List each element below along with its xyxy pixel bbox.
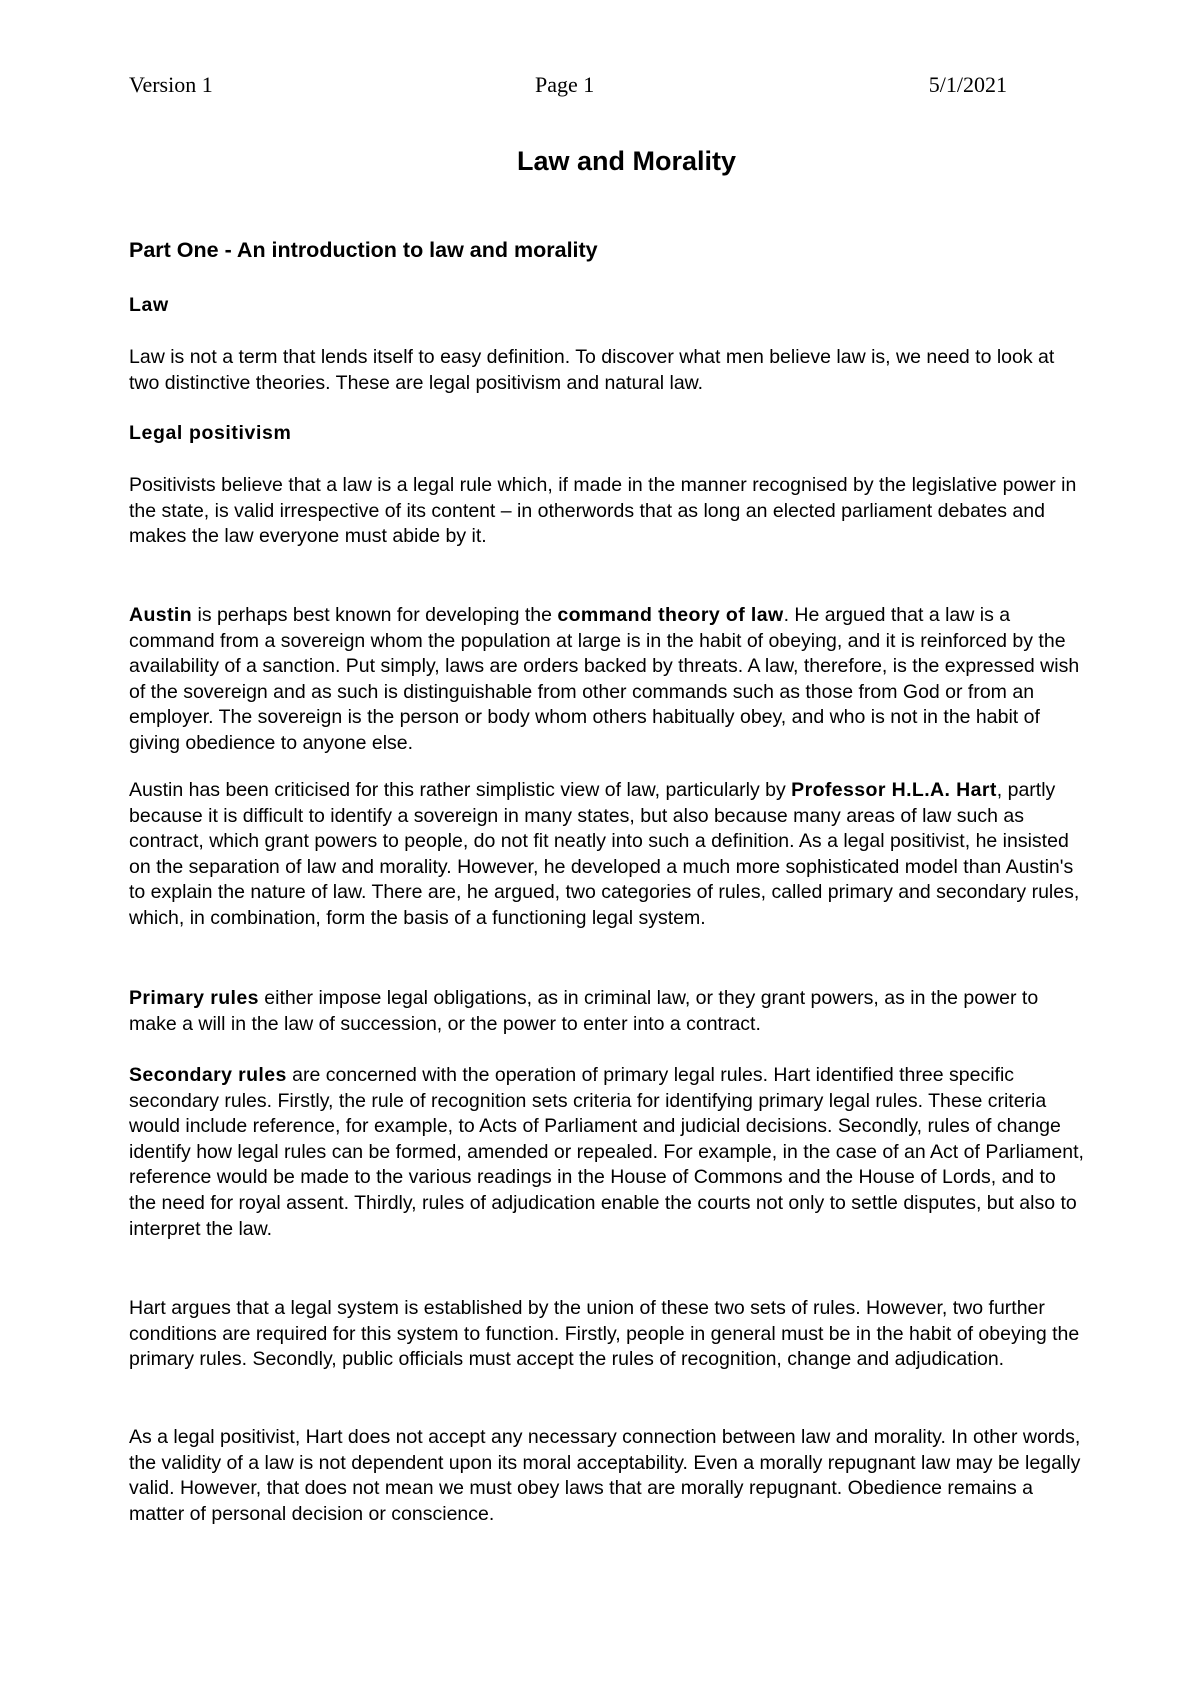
legal-positivism-heading: Legal positivism: [129, 422, 292, 444]
part-heading: Part One - An introduction to law and morality: [129, 238, 598, 262]
header-page-number: Page 1: [535, 72, 595, 97]
hart-paragraph: Austin has been criticised for this rather simplistic view of law, particularly by Professor H.L.A. Hart, partly because it is difficult to identify a sovereign in many states, but also because many areas of law such as contract, which grant powers to people, do not fit neatly into such a definition. As a legal positivist, he insisted on the separation of law and morality. However, he developed a much more sophisticated model than Austin's to explain the nature of law. There are, he argued, two categories of rules, called primary and secondary rules, which, in combination, form the basis of a functioning legal system.: [129, 779, 1080, 929]
law-paragraph: Law is not a term that lends itself to easy definition. To discover what men believe law is, we need to look at two distinctive theories. These are legal positivism and natural law.: [129, 346, 1055, 394]
header-date: 5/1/2021: [928, 72, 1007, 97]
header-version: Version 1: [129, 72, 213, 97]
primary-rules-paragraph: Primary rules either impose legal obligations, as in criminal law, or they grant powers, as in the power to make a will in the law of succession, or the power to enter into a contract.: [129, 987, 1039, 1035]
page-header: [129, 72, 1007, 100]
document-body: [129, 146, 1084, 1525]
law-heading: Law: [129, 294, 169, 316]
positivism-paragraph: Positivists believe that a law is a legal rule which, if made in the manner recognised by the legislative power in the state, is valid irrespective of its content – in otherwords that as long an elected parliament debates and makes the law everyone must abide by it.: [129, 474, 1077, 548]
command-theory-term: command theory of law: [557, 604, 784, 626]
secondary-rules-paragraph: Secondary rules are concerned with the operation of primary legal rules. Hart identified three specific secondary rules. Firstly, the rule of recognition sets criteria for identifying primary legal rules. These criteria would include reference, for example, to Acts of Parliament and judicial decisions. Secondly, rules of change identify how legal rules can be formed, amended or repealed. For example, in the case of an Act of Parliament, reference would be made to the various readings in the House of Commons and the House of Lords, and to the need for royal assent. Thirdly, rules of adjudication enable the courts not only to settle disputes, but also to interpret the law.: [129, 1064, 1084, 1240]
austin-term: Austin: [129, 604, 193, 626]
hart-term: Professor H.L.A. Hart: [791, 779, 997, 801]
document-title: Law and Morality: [516, 146, 737, 176]
secondary-rules-term: Secondary rules: [129, 1064, 287, 1086]
union-paragraph: Hart argues that a legal system is established by the union of these two sets of rules. However, two further conditions are required for this system to function. Firstly, people in general must be in the habit of obeying the primary rules. Secondly, public officials must accept the rules of recognition, change and adjudication.: [129, 1297, 1080, 1371]
austin-paragraph: Austin is perhaps best known for developing the command theory of law. He argued that a law is a command from a sovereign whom the population at large is in the habit of obeying, and it is reinforced by the availability of a sanction. Put simply, laws are orders backed by threats. A law, therefore, is the expressed wish of the sovereign and as such is distinguishable from other commands such as those from God or from an employer. The sovereign is the person or body whom others habitually obey, and who is not in the habit of giving obedience to anyone else.: [129, 604, 1080, 754]
connection-paragraph: As a legal positivist, Hart does not accept any necessary connection between law and morality. In other words, the validity of a law is not dependent upon its moral acceptability. Even a morally repugnant law may be legally valid. However, that does not mean we must obey laws that are morally repugnant. Obedience remains a matter of personal decision or conscience.: [129, 1426, 1081, 1525]
primary-rules-term: Primary rules: [129, 987, 259, 1009]
